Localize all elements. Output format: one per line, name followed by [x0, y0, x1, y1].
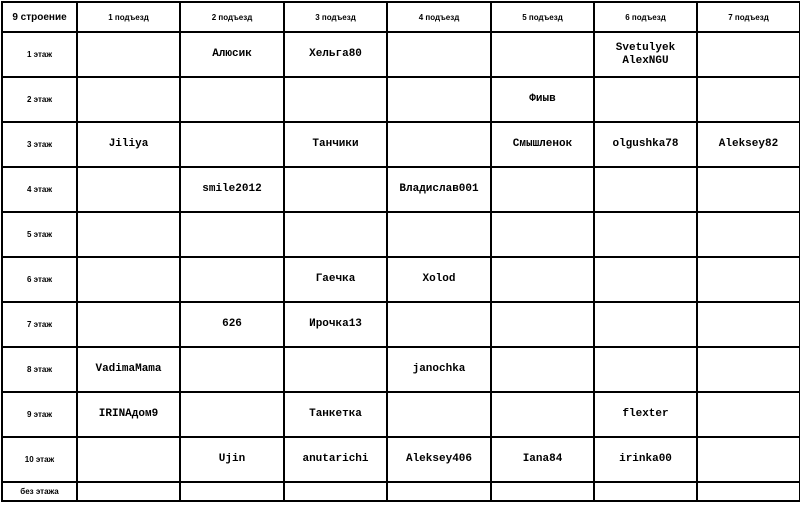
apartment-cell — [594, 32, 697, 77]
apartment-cell — [491, 392, 594, 437]
apartment-cell — [284, 302, 387, 347]
building-label: 9 строение — [2, 2, 77, 32]
apartment-cell — [697, 257, 800, 302]
resident-name: 626 — [222, 318, 242, 330]
apartment-cell — [594, 347, 697, 392]
apartment-cell — [284, 392, 387, 437]
floor-label: без этажа — [2, 482, 77, 501]
resident-name: Ирочка13 — [309, 318, 362, 330]
entrance-header-4: 4 подъезд — [387, 2, 491, 32]
resident-name: olgushka78 — [612, 138, 679, 150]
apartment-cell — [284, 32, 387, 77]
apartment-cell — [697, 122, 800, 167]
apartment-cell — [77, 212, 180, 257]
apartment-cell — [697, 392, 800, 437]
apartment-cell — [284, 437, 387, 482]
table-body — [2, 2, 800, 501]
apartment-cell — [594, 437, 697, 482]
apartment-cell — [594, 482, 697, 501]
apartment-cell — [77, 392, 180, 437]
apartment-cell — [284, 167, 387, 212]
floor-label: 10 этаж — [2, 437, 77, 482]
header-row — [2, 2, 800, 32]
entrance-header-2: 2 подъезд — [180, 2, 284, 32]
apartment-cell — [594, 122, 697, 167]
floor-row — [2, 122, 800, 167]
floor-label: 6 этаж — [2, 257, 77, 302]
apartment-cell — [387, 77, 491, 122]
resident-name: Svetulyek — [615, 41, 676, 54]
resident-name: VadimaMama — [95, 363, 162, 375]
apartment-cell — [77, 257, 180, 302]
apartment-cell — [77, 482, 180, 501]
apartment-cell — [387, 122, 491, 167]
apartment-cell — [180, 32, 284, 77]
apartment-cell — [387, 212, 491, 257]
apartment-cell — [77, 167, 180, 212]
apartment-cell — [284, 122, 387, 167]
apartment-cell — [77, 122, 180, 167]
resident-name: Смышленок — [512, 138, 573, 150]
apartment-cell — [594, 212, 697, 257]
floor-label: 9 этаж — [2, 392, 77, 437]
apartment-cell — [180, 77, 284, 122]
floor-row — [2, 302, 800, 347]
floor-label: 4 этаж — [2, 167, 77, 212]
apartment-cell — [180, 392, 284, 437]
resident-name: Ujin — [218, 453, 246, 465]
resident-name: Iana84 — [522, 453, 563, 465]
apartment-cell — [594, 392, 697, 437]
apartment-cell — [180, 167, 284, 212]
apartment-cell — [284, 482, 387, 501]
apartment-cell — [387, 437, 491, 482]
apartment-cell — [180, 347, 284, 392]
resident-name: Алюсик — [212, 48, 252, 60]
apartment-cell — [594, 77, 697, 122]
apartment-cell — [491, 77, 594, 122]
entrance-header-6: 6 подъезд — [594, 2, 697, 32]
resident-name: IRINAдом9 — [98, 408, 159, 420]
apartment-cell — [180, 257, 284, 302]
apartment-cell — [594, 302, 697, 347]
apartment-cell — [387, 257, 491, 302]
building-residents-table — [1, 1, 800, 502]
floor-row — [2, 167, 800, 212]
resident-name: AlexNGU — [622, 54, 669, 67]
floor-label: 1 этаж — [2, 32, 77, 77]
apartment-cell — [697, 437, 800, 482]
resident-name: smile2012 — [202, 183, 262, 195]
apartment-cell — [387, 347, 491, 392]
entrance-header-3: 3 подъезд — [284, 2, 387, 32]
apartment-cell — [77, 77, 180, 122]
entrance-header-7: 7 подъезд — [697, 2, 800, 32]
apartment-cell — [284, 347, 387, 392]
floor-row — [2, 32, 800, 77]
entrance-header-1: 1 подъезд — [77, 2, 180, 32]
resident-name: irinka00 — [619, 453, 672, 465]
apartment-cell — [180, 212, 284, 257]
apartment-cell — [387, 32, 491, 77]
floor-row — [2, 347, 800, 392]
apartment-cell — [491, 122, 594, 167]
apartment-cell — [180, 482, 284, 501]
apartment-cell — [491, 347, 594, 392]
apartment-cell — [387, 482, 491, 501]
apartment-cell — [594, 167, 697, 212]
apartment-cell — [594, 257, 697, 302]
apartment-cell — [491, 302, 594, 347]
floor-row — [2, 212, 800, 257]
resident-name: Танчики — [312, 138, 359, 150]
resident-name: Владислав001 — [399, 183, 479, 195]
resident-name: Xolod — [422, 273, 456, 285]
resident-name: Танкетка — [309, 408, 362, 420]
apartment-cell — [77, 32, 180, 77]
apartment-cell — [697, 302, 800, 347]
resident-name: Aleksey82 — [718, 138, 779, 150]
apartment-cell — [77, 437, 180, 482]
apartment-cell — [284, 77, 387, 122]
floor-label: 8 этаж — [2, 347, 77, 392]
resident-name: Jiliya — [108, 138, 149, 150]
floor-row — [2, 257, 800, 302]
apartment-cell — [284, 212, 387, 257]
apartment-cell — [387, 392, 491, 437]
apartment-cell — [697, 482, 800, 501]
floor-row — [2, 392, 800, 437]
floor-row — [2, 77, 800, 122]
resident-name: Фиыв — [529, 93, 556, 105]
apartment-cell — [697, 77, 800, 122]
floor-label: 3 этаж — [2, 122, 77, 167]
apartment-cell — [180, 122, 284, 167]
apartment-cell — [284, 257, 387, 302]
apartment-cell — [491, 212, 594, 257]
resident-name: Aleksey406 — [405, 453, 472, 465]
apartment-cell — [697, 212, 800, 257]
resident-name: anutarichi — [302, 453, 369, 465]
floor-row — [2, 437, 800, 482]
apartment-cell — [491, 32, 594, 77]
apartment-cell — [180, 437, 284, 482]
apartment-cell — [697, 32, 800, 77]
apartment-cell — [77, 302, 180, 347]
apartment-cell — [491, 437, 594, 482]
apartment-cell — [77, 347, 180, 392]
resident-name: flexter — [622, 408, 669, 420]
resident-name: Хельга80 — [309, 48, 362, 60]
apartment-cell — [387, 302, 491, 347]
entrance-header-5: 5 подъезд — [491, 2, 594, 32]
apartment-cell — [180, 302, 284, 347]
apartment-cell — [387, 167, 491, 212]
apartment-cell — [491, 167, 594, 212]
resident-name: janochka — [412, 363, 466, 375]
apartment-cell — [491, 257, 594, 302]
floor-label: 7 этаж — [2, 302, 77, 347]
apartment-cell — [697, 167, 800, 212]
apartment-cell — [491, 482, 594, 501]
floor-row — [2, 482, 800, 501]
floor-label: 5 этаж — [2, 212, 77, 257]
floor-label: 2 этаж — [2, 77, 77, 122]
apartment-cell — [697, 347, 800, 392]
resident-name: Гаечка — [315, 273, 356, 285]
